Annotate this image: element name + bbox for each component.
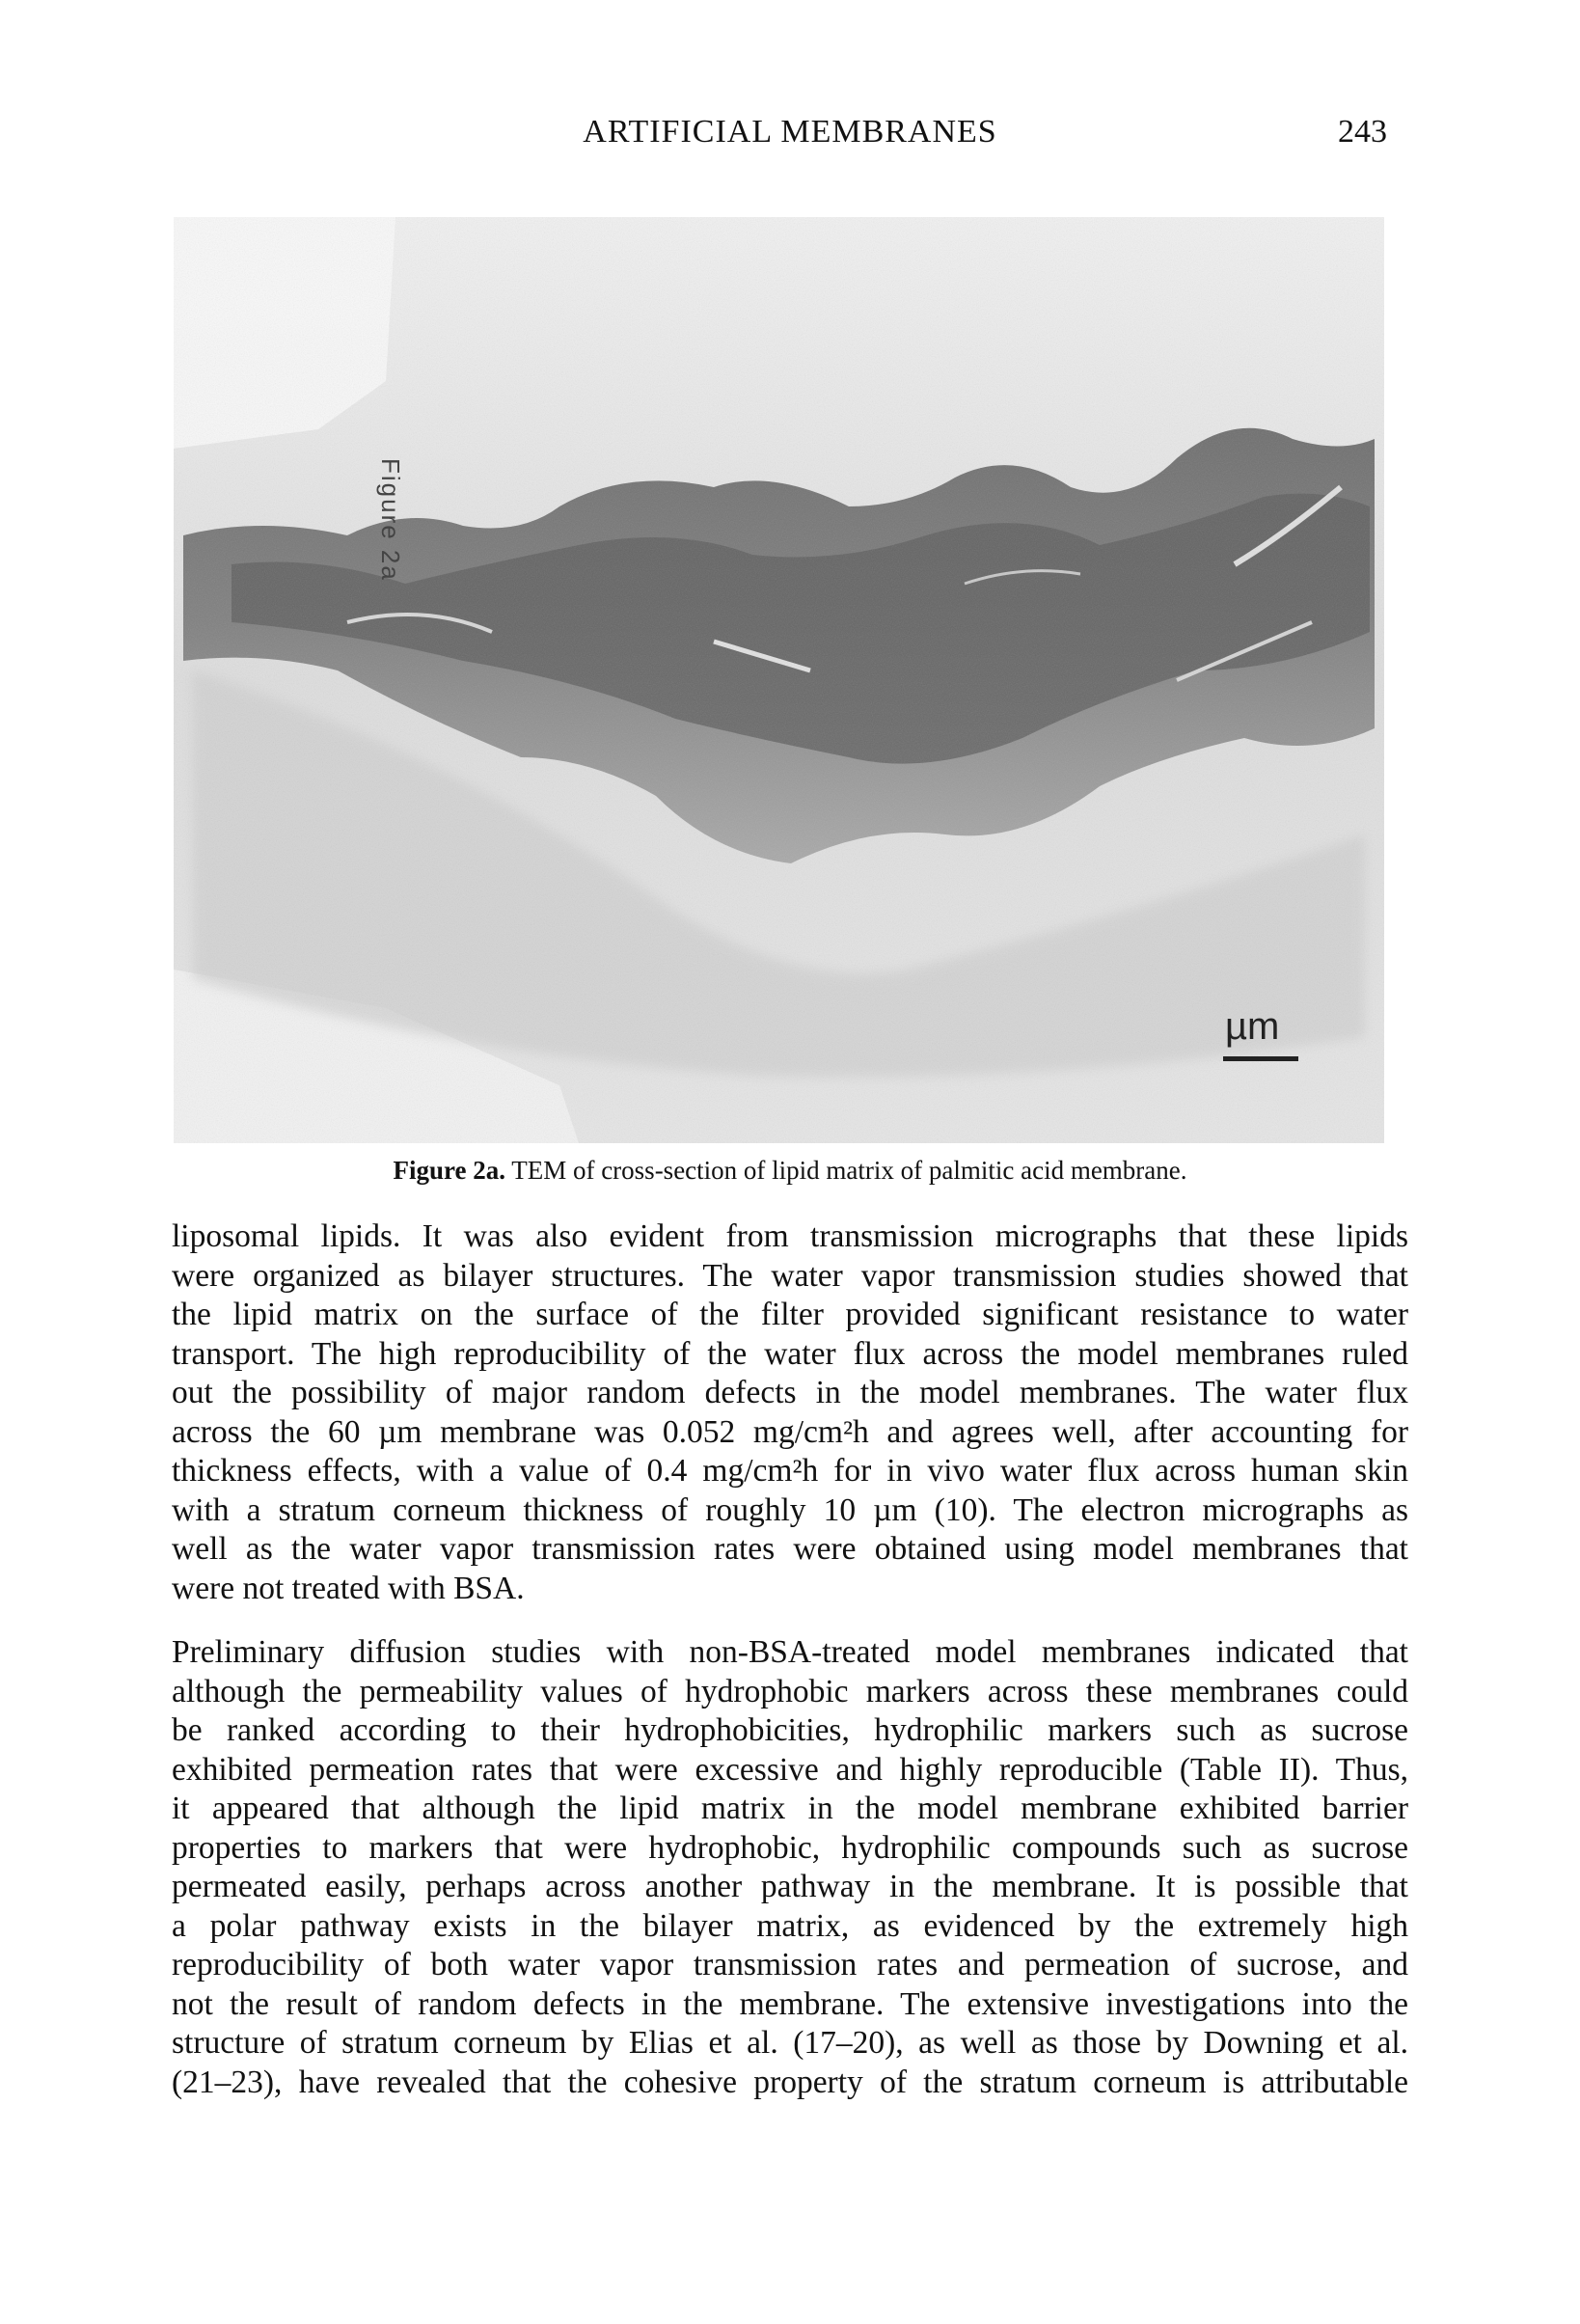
text-line: not the result of random defects in the membrane. The extensive investigations into the [172,1985,1408,2022]
text-line: Preliminary diffusion studies with non-BSA-treated model membranes indicated that [172,1634,1408,1670]
tem-micrograph [174,217,1384,1143]
caption-text: TEM of cross-section of lipid matrix of palmitic acid membrane. [511,1156,1187,1185]
text-line: with a stratum corneum thickness of roughly 10 µm (10). The electron micrographs as [172,1491,1408,1528]
figure-caption [0,1156,1580,1186]
text-line: structure of stratum corneum by Elias et al. (17–20), as well as those by Downing et al. [172,2025,1408,2061]
text-line: although the permeability values of hydrophobic markers across these membranes could [172,1673,1408,1709]
text-line: it appeared that although the lipid matrix in the model membrane exhibited barrier [172,1791,1408,1826]
page-number: 243 [1338,114,1387,150]
text-line: exhibited permeation rates that were excessive and highly reproducible (Table II). Thus, [172,1751,1408,1788]
text-line: across the 60 µm membrane was 0.052 mg/cm²h and agrees well, after accounting for [172,1413,1408,1450]
text-line: be ranked according to their hydrophobicities, hydrophilic markers such as sucrose [172,1712,1408,1748]
paragraph-2 [172,1633,1408,2102]
text-line: (21–23), have revealed that the cohesive property of the stratum corneum is attributable [172,2064,1408,2100]
text-line: a polar pathway exists in the bilayer matrix, as evidenced by the extremely high [172,1907,1408,1944]
text-line: were organized as bilayer structures. The water vapor transmission studies showed that [172,1257,1408,1294]
text-line: thickness effects, with a value of 0.4 mg/cm²h for in vivo water flux across human skin [172,1453,1408,1489]
caption-label: Figure 2a. [393,1156,505,1185]
running-title: ARTIFICIAL MEMBRANES [583,114,997,150]
paragraph-1 [172,1217,1408,1608]
text-line: permeated easily, perhaps across another pathway in the membrane. It is possible that [172,1869,1408,1904]
text-line: were not treated with BSA. [172,1570,525,1606]
text-line: the lipid matrix on the surface of the filter provided significant resistance to water [172,1297,1408,1332]
text-line: properties to markers that were hydrophobic, hydrophilic compounds such as sucrose [172,1829,1408,1866]
text-line: liposomal lipids. It was also evident from transmission micrographs that these lipids [172,1218,1408,1254]
figure-2a [174,217,1384,1143]
scale-unit-label: µm [1225,1005,1280,1048]
text-line: reproducibility of both water vapor transmission rates and permeation of sucrose, and [172,1947,1408,1982]
figure-rotated-label: Figure 2a [376,458,405,582]
running-head [0,114,1580,162]
scale-bar [1223,1056,1298,1061]
text-line: out the possibility of major random defects in the model membranes. The water flux [172,1375,1408,1410]
text-line: transport. The high reproducibility of the water flux across the model membranes ruled [172,1335,1408,1372]
text-line: well as the water vapor transmission rates were obtained using model membranes that [172,1531,1408,1567]
